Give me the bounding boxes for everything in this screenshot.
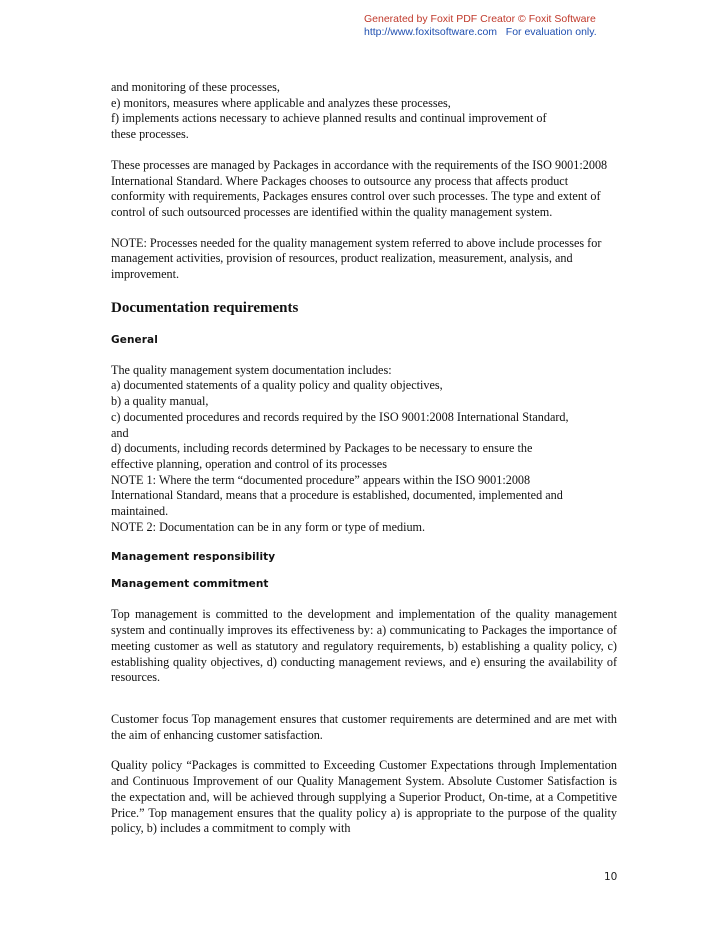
documentation-line: NOTE 2: Documentation can be in any form or type of medium. xyxy=(111,519,426,534)
customer-focus-paragraph: Customer focus Top management ensures that customer requirements are determined and are met with the aim of enhancing customer satisfaction. xyxy=(111,711,617,742)
documentation-line: d) documents, including records determined by Packages to be necessary to ensure the xyxy=(111,441,533,456)
intro-block xyxy=(111,80,617,143)
quality-policy-paragraph: Quality policy “Packages is committed to Exceeding Customer Expectations through Implementation and Continuous Improvement of our Quality Management System. Absolute Customer Satisfaction is the expectation and, will be achieved through supplying a Superior Product, On-time, at a Competitive Price.” Top management ensures that the quality policy a) is appropriate to the purpose of the quality policy, b) includes a commitment to comply with xyxy=(111,758,617,836)
note-paragraph: NOTE: Processes needed for the quality management system referred to above include processes for management activities, provision of resources, product realization, measurement, analysis, and improvement. xyxy=(111,235,602,282)
intro-line: f) implements actions necessary to achieve planned results and continual improvement of xyxy=(111,111,547,126)
documentation-line: a) documented statements of a quality policy and quality objectives, xyxy=(111,378,443,393)
management-commitment-paragraph: Top management is committed to the development and implementation of the quality management system and continually improves its effectiveness by: a) communicating to Packages the importance of meeting customer as well as statutory and regulatory requirements, b) establishing a quality policy, c) establishing quality objectives, d) conducting management reviews, and e) ensuring the availability of resources. xyxy=(111,607,617,685)
documentation-line: NOTE 1: Where the term “documented procedure” appears within the ISO 9001:2008 xyxy=(111,472,531,487)
documentation-line: International Standard, means that a procedure is established, documented, implemented and xyxy=(111,488,563,503)
management-responsibility-heading: Management responsibility xyxy=(111,551,276,564)
watermark-line-1: Generated by Foxit PDF Creator © Foxit Software xyxy=(364,13,596,25)
documentation-line: The quality management system documentation includes: xyxy=(111,362,392,377)
intro-line: e) monitors, measures where applicable and analyzes these processes, xyxy=(111,95,451,110)
documentation-line: maintained. xyxy=(111,504,169,519)
documentation-line: and xyxy=(111,425,129,440)
watermark-line-2: http://www.foxitsoftware.com For evaluation only. xyxy=(364,26,597,38)
page-number: 10 xyxy=(604,871,618,883)
foxit-watermark xyxy=(364,13,597,39)
intro-line: these processes. xyxy=(111,127,189,142)
intro-line: and monitoring of these processes, xyxy=(111,80,280,94)
documentation-list xyxy=(111,363,617,536)
documentation-line: effective planning, operation and control of its processes xyxy=(111,456,387,471)
documentation-heading: Documentation requirements xyxy=(111,299,299,316)
management-commitment-heading: Management commitment xyxy=(111,578,269,591)
page-body xyxy=(111,80,617,837)
general-heading: General xyxy=(111,333,158,346)
documentation-line: b) a quality manual, xyxy=(111,394,209,409)
documentation-line: c) documented procedures and records required by the ISO 9001:2008 International Standard, xyxy=(111,409,569,424)
outsourcing-paragraph: These processes are managed by Packages in accordance with the requirements of the ISO 9001:2008 International Standard. Where Packages chooses to outsource any process that affects product conformity with requirements, Packages ensures control over such processes. The type and extent of control of such outsourced processes are identified within the quality management system. xyxy=(111,157,608,219)
